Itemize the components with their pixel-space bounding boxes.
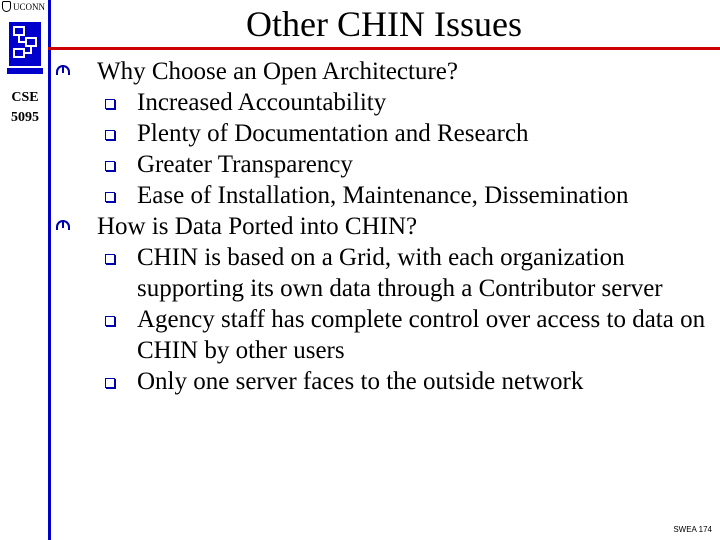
sub-bullet-item [56,304,706,366]
sub-bullet-text: Only one server faces to the outside network [137,368,584,395]
bullet-icon [56,65,70,75]
seal-icon [2,1,11,12]
square-bullet-icon [105,378,115,388]
sub-bullet-text: Agency staff has complete control over access to data on CHIN by other users [137,306,706,364]
sub-bullet-text: Plenty of Documentation and Research [137,120,529,147]
uconn-logo [2,1,45,12]
bullet-item-2 [56,211,706,242]
title-rule [48,47,720,50]
square-bullet-icon [105,161,115,171]
sidebar [0,0,48,540]
slide-title: Other CHIN Issues [246,4,522,44]
bullet-icon [56,220,70,230]
sub-bullet-item [56,180,706,211]
square-bullet-icon [105,192,115,202]
square-bullet-icon [105,99,115,109]
sub-bullet-item [56,149,706,180]
course-code-line-2: 5095 [11,110,39,125]
sub-bullet-text: CHIN is based on a Grid, with each organization supporting its own data through a Contributor server [137,244,663,302]
square-bullet-icon [105,254,115,264]
bullet-text: Why Choose an Open Architecture? [97,58,458,85]
slide-content [56,56,706,397]
sub-bullet-text: Greater Transparency [137,151,353,178]
footer-reference: SWEA 174 [673,525,712,534]
square-bullet-icon [105,316,115,326]
bullet-text: How is Data Ported into CHIN? [97,213,418,240]
sub-bullet-text: Increased Accountability [137,89,387,116]
square-bullet-icon [105,130,115,140]
bullet-item-1 [56,56,706,87]
sub-bullet-item [56,87,706,118]
sub-bullet-item [56,366,706,397]
sub-bullet-item [56,242,706,304]
sidebar-divider [48,0,51,540]
course-code-line-1: CSE [11,90,39,105]
sub-bullet-text: Ease of Installation, Maintenance, Dissemination [137,182,629,209]
course-code [2,88,48,128]
sub-bullet-item [56,118,706,149]
org-label: UCONN [13,1,46,12]
course-logo-icon [3,18,47,78]
